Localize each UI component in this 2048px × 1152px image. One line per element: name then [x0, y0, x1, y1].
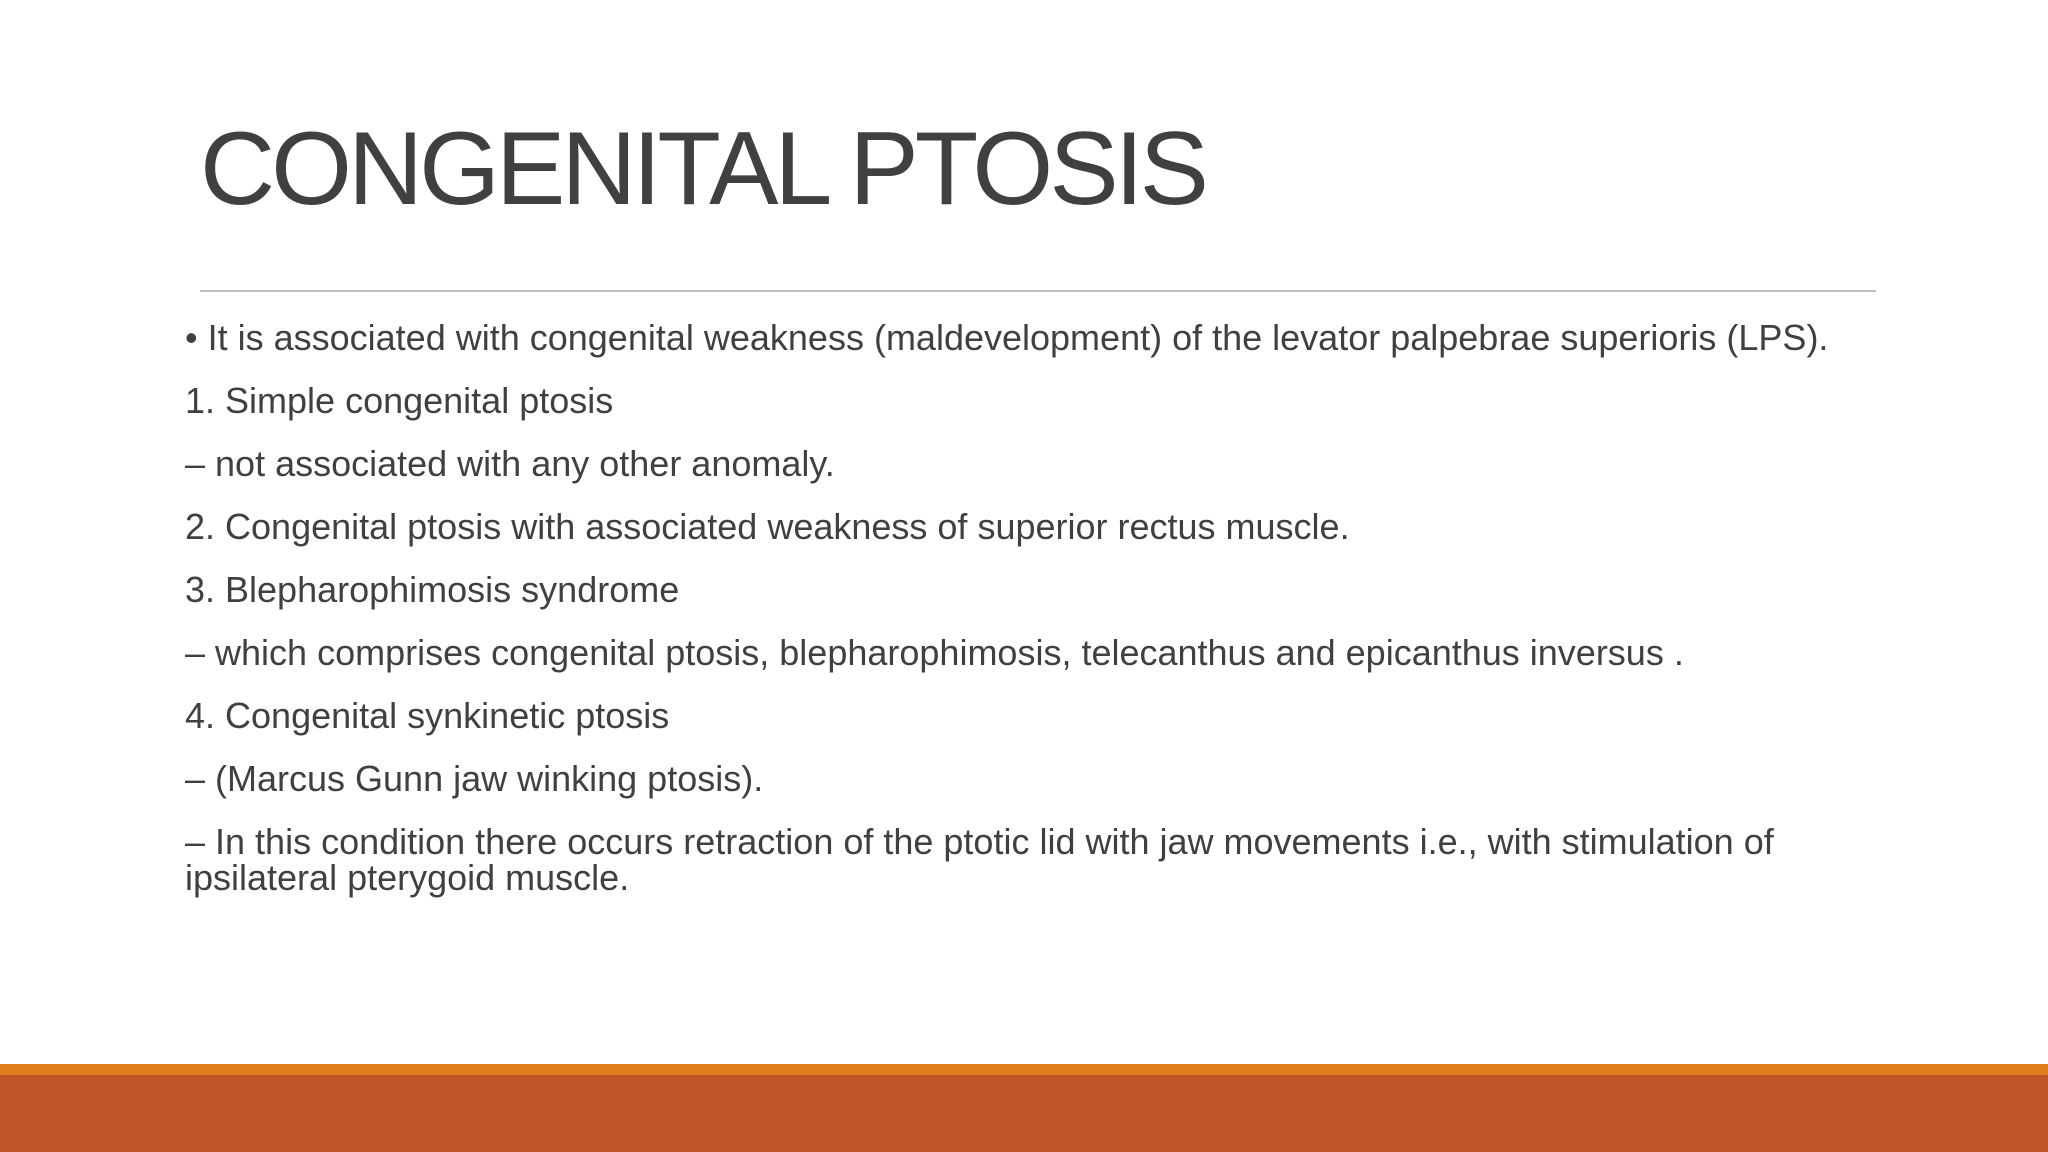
slide-body: [185, 317, 1885, 923]
body-detail-simple-ptosis: – not associated with any other anomaly.: [185, 443, 835, 484]
footer-accent-stripe: [0, 1064, 2048, 1075]
body-detail-jaw-movement: – In this condition there occurs retraction of the ptotic lid with jaw movements i.e., with stimulation of ipsilateral pterygoid muscle.: [185, 821, 1774, 898]
body-item-blepharophimosis: 3. Blepharophimosis syndrome: [185, 569, 680, 610]
slide-title: CONGENITAL PTOSIS: [200, 111, 1205, 227]
body-paragraph-intro: • It is associated with congenital weakness (maldevelopment) of the levator palpebrae superioris (LPS).: [185, 317, 1829, 358]
body-item-synkinetic-ptosis: 4. Congenital synkinetic ptosis: [185, 695, 670, 736]
body-detail-marcus-gunn: – (Marcus Gunn jaw winking ptosis).: [185, 758, 764, 799]
body-item-simple-ptosis: 1. Simple congenital ptosis: [185, 380, 614, 421]
body-item-superior-rectus: 2. Congenital ptosis with associated weakness of superior rectus muscle.: [185, 506, 1350, 547]
title-divider: [200, 290, 1876, 292]
footer-band: [0, 1075, 2048, 1152]
body-detail-blepharophimosis: – which comprises congenital ptosis, blepharophimosis, telecanthus and epicanthus inversus .: [185, 632, 1684, 673]
